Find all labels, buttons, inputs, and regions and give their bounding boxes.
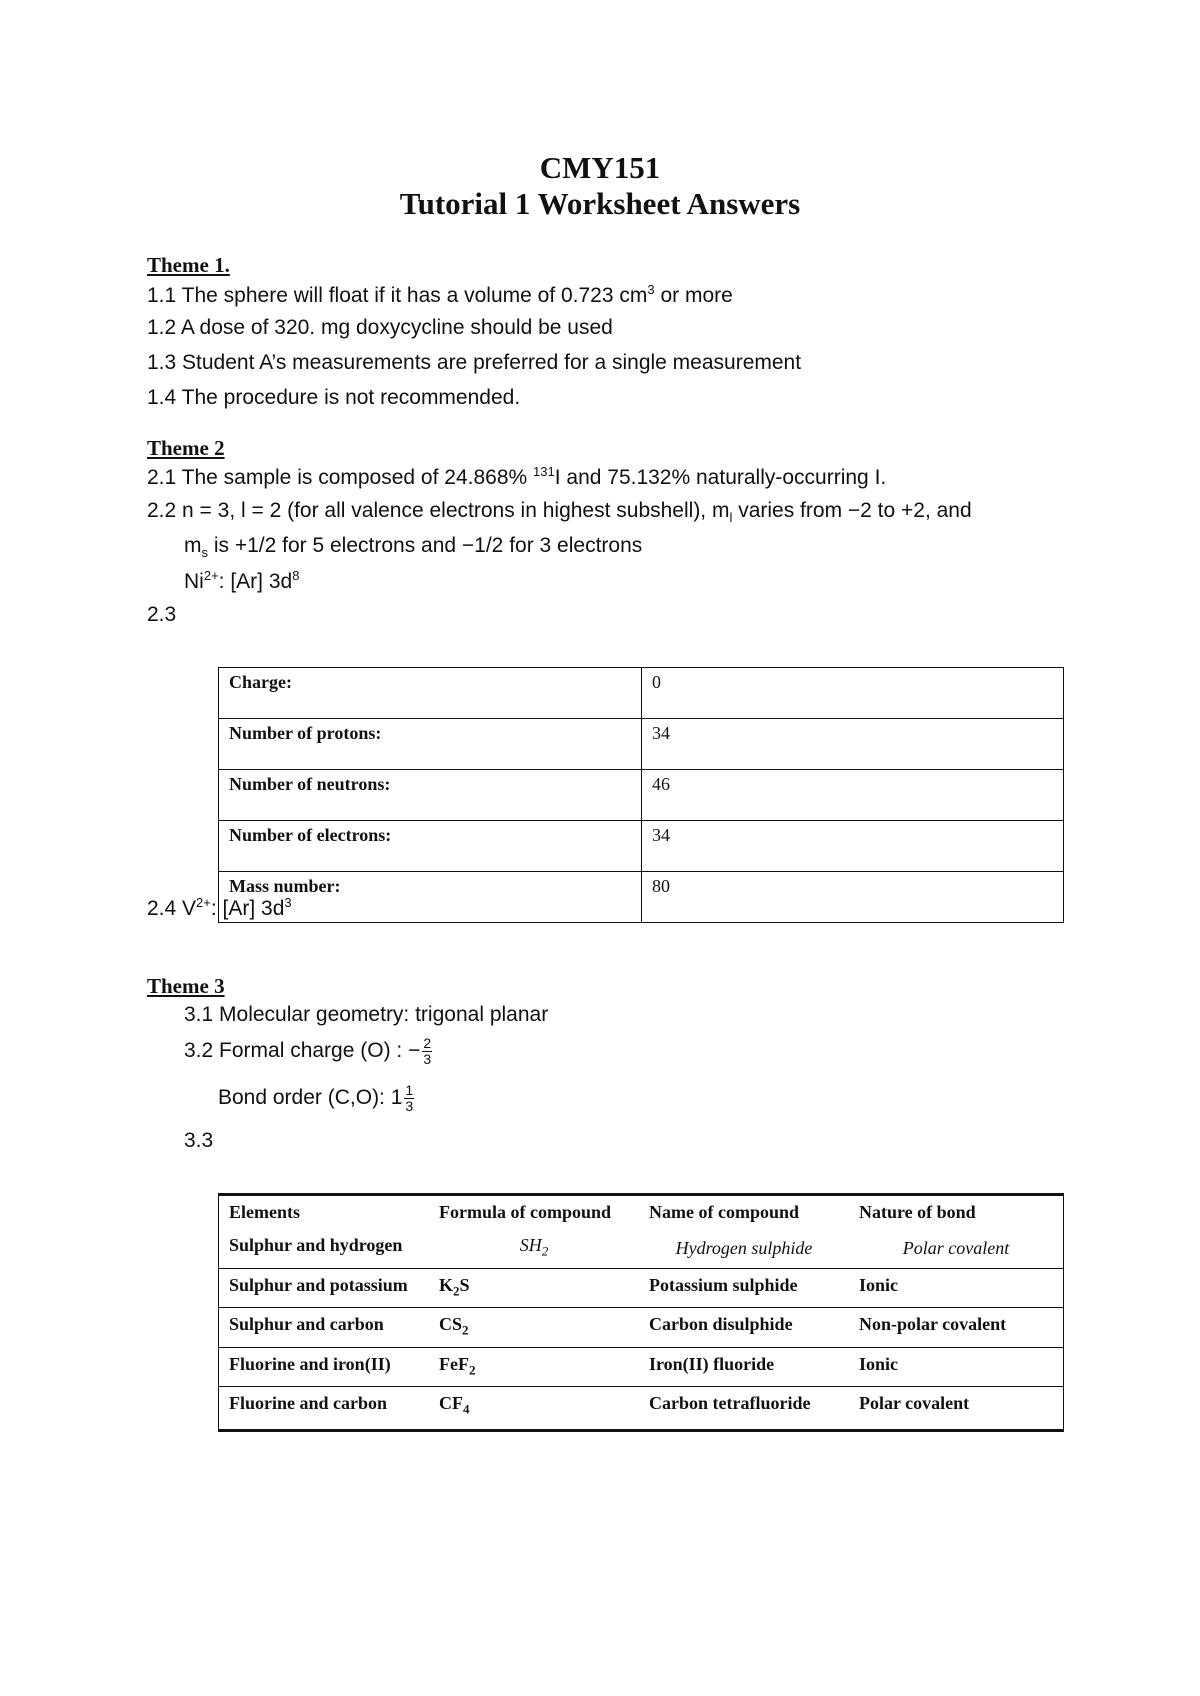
table-row <box>219 1387 1064 1431</box>
table-row <box>219 1229 1064 1268</box>
atom-property-value: 0 <box>642 668 1064 719</box>
bond-order: Bond order (C,O): 1 $\frac{1}{3}$ <box>218 1082 414 1114</box>
table-row <box>219 668 1064 719</box>
compound-header-row <box>219 1195 1064 1230</box>
answer-1-2: 1.2 A dose of 320. mg doxycycline should be used <box>147 316 613 339</box>
table-row <box>219 770 1064 821</box>
answer-2-2-spin: $m_s$ is +1/2 for 5 electrons and −1/2 for 3 electrons <box>184 534 643 561</box>
answer-1-3: 1.3 Student A’s measurements are preferred for a single measurement <box>147 351 802 374</box>
answer-3-1: 3.1 Molecular geometry: trigonal planar <box>184 1003 549 1026</box>
elements-cell: Sulphur and carbon <box>219 1308 430 1348</box>
formula-cell: FeF$_2$ <box>429 1347 639 1387</box>
compound-table <box>218 1193 1064 1432</box>
formula-cell: $CS_2$ <box>429 1308 639 1348</box>
elements-cell: Fluorine and carbon <box>219 1387 430 1431</box>
atom-property-label: Number of protons: <box>219 719 642 770</box>
atom-property-value: 46 <box>642 770 1064 821</box>
table-row <box>219 872 1064 923</box>
table-row <box>219 1347 1064 1387</box>
answer-1-4: 1.4 The procedure is not recommended. <box>147 386 521 409</box>
atom-property-label: Mass number: <box>219 872 642 923</box>
answer-2-4: 2.4 $V^{2+}$: [Ar] $3d^3$ <box>147 895 292 920</box>
column-header: Name of compound <box>639 1195 849 1230</box>
atom-property-label: Number of electrons: <box>219 821 642 872</box>
column-header: Nature of bond <box>849 1195 1064 1230</box>
atom-property-label: Charge: <box>219 668 642 719</box>
column-header: Formula of compound <box>429 1195 639 1230</box>
atom-property-value: 34 <box>642 821 1064 872</box>
table-row <box>219 1268 1064 1308</box>
answer-2-2-config: $Ni^{2+}$: [Ar] $3d^8$ <box>184 568 300 593</box>
theme1-heading: Theme 1. <box>147 253 230 277</box>
course-code: CMY151 <box>539 150 661 185</box>
column-header: Elements <box>219 1195 430 1230</box>
bond-nature-cell: Ionic <box>849 1347 1064 1387</box>
formula-cell: $CF_4$ <box>429 1387 639 1431</box>
atom-property-value: 80 <box>642 872 1064 923</box>
compound-name-cell: Carbon tetrafluoride <box>639 1387 849 1431</box>
page-title: Tutorial 1 Worksheet Answers <box>399 186 801 221</box>
answer-3-3-label: 3.3 <box>184 1129 214 1152</box>
atom-table <box>218 667 1064 923</box>
atom-property-label: Number of neutrons: <box>219 770 642 821</box>
theme2-heading: Theme 2 <box>147 436 225 460</box>
bond-nature-cell: Ionic <box>849 1268 1064 1308</box>
answer-2-2: 2.2 n = 3, l = 2 (for all valence electrons in highest subshell), $m_l$ varies from −2 to +2, and <box>147 499 972 526</box>
formula-cell: $SH_2$ <box>429 1229 639 1268</box>
bond-nature-cell: Polar covalent <box>849 1229 1064 1268</box>
compound-name-cell: Hydrogen sulphide <box>639 1229 849 1268</box>
elements-cell: Fluorine and iron(II) <box>219 1347 430 1387</box>
answer-3-2: 3.2 Formal charge (O) : − $\frac{2}{3}$ <box>184 1035 432 1067</box>
answer-2-1: 2.1 The sample is composed of 24.868% $^{131}$I and 75.132% naturally-occurring I. <box>147 464 887 489</box>
compound-name-cell: Iron(II) fluoride <box>639 1347 849 1387</box>
table-row <box>219 719 1064 770</box>
table-row <box>219 1308 1064 1348</box>
atom-property-value: 34 <box>642 719 1064 770</box>
formal-charge-fraction: $\frac{2}{3}$ <box>423 1035 432 1067</box>
formula-cell: $K_2S$ <box>429 1268 639 1308</box>
elements-cell: Sulphur and potassium <box>219 1268 430 1308</box>
theme3-heading: Theme 3 <box>147 974 225 998</box>
compound-name-cell: Carbon disulphide <box>639 1308 849 1348</box>
elements-cell: Sulphur and hydrogen <box>219 1229 430 1268</box>
compound-name-cell: Potassium sulphide <box>639 1268 849 1308</box>
bond-nature-cell: Non-polar covalent <box>849 1308 1064 1348</box>
answer-1-1: 1.1 The sphere will float if it has a volume of 0.723 $cm^3$ or more <box>147 282 733 307</box>
bond-order-fraction: $\frac{1}{3}$ <box>405 1082 414 1114</box>
answer-2-3-label: 2.3 <box>147 603 177 626</box>
bond-nature-cell: Polar covalent <box>849 1387 1064 1431</box>
table-row <box>219 821 1064 872</box>
